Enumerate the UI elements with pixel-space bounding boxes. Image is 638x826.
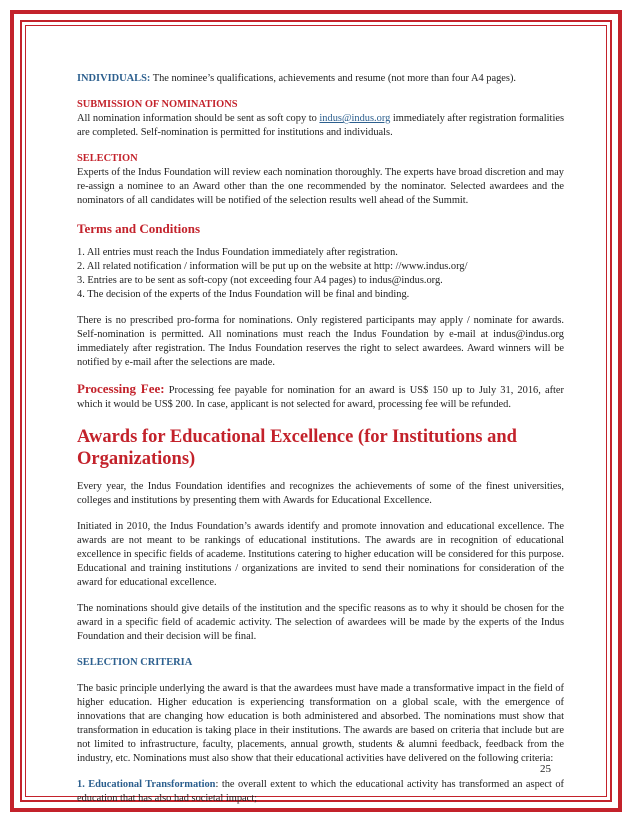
awards-heading: Awards for Educational Excellence (for Institutions and Organizations) xyxy=(77,427,517,469)
criteria-heading: SELECTION CRITERIA xyxy=(77,657,193,668)
page-content xyxy=(77,72,564,818)
criteria-item-1-label: 1. Educational Transformation xyxy=(77,779,216,790)
submission-section xyxy=(77,98,564,140)
selection-heading: SELECTION xyxy=(77,153,138,164)
processing-fee-paragraph xyxy=(77,382,564,412)
individuals-paragraph xyxy=(77,72,564,86)
terms-item: 2. All related notification / information will be put up on the website at http: //www.indus.org/ xyxy=(77,261,468,272)
terms-item: 4. The decision of the experts of the Indus Foundation will be final and binding. xyxy=(77,289,410,300)
awards-paragraph-3: The nominations should give details of the institution and the specific reasons as to why it should be chosen for the award in a specific field of academic activity. The selection of awardees will be made by the experts of the Indus Foundation and their decision will be final. xyxy=(77,603,564,642)
terms-item: 3. Entries are to be sent as soft-copy (not exceeding four A4 pages) to indus@indus.org. xyxy=(77,275,443,286)
individuals-text: The nominee’s qualifications, achievements and resume (not more than four A4 pages). xyxy=(150,73,517,84)
criteria-item-1-text: : the overall extent to which the educational activity has transformed an aspect of education that has also had societal impact; xyxy=(77,779,564,804)
terms-paragraph: There is no prescribed pro-forma for nominations. Only registered participants may apply / nominate for awards. Self-nomination is permitted. All nominations must reach the Indus Foundation by e-mail at indus@indus.org immediately after registration. The Indus Foundation reserves the right to select awardees. Award winners will be notified by e-mail after the selections are made. xyxy=(77,315,564,368)
submission-text-after: immediately after registration formalities are completed. Self-nomination is permitted for institutions and individuals. xyxy=(77,113,564,138)
terms-item: 1. All entries must reach the Indus Foundation immediately after registration. xyxy=(77,247,398,258)
submission-heading: SUBMISSION OF NOMINATIONS xyxy=(77,99,238,110)
submission-text-before: All nomination information should be sent as soft copy to xyxy=(77,113,320,124)
submission-email-link[interactable]: indus@indus.org xyxy=(319,113,391,124)
criteria-paragraph: The basic principle underlying the award is that the awardees must have made a transformative impact in the field of higher education. Higher education is experiencing transformation on a global scale, with the emergence of innovations that are changing how education is both administered and absorbed. The nominations must show that transformation in education is taking place in their institutions. The awards are based on criteria that include but are not limited to infrastructure, faculty, placements, annual growth, students & alumni feedback, feedback from the industry, etc. Nominations must also show that their educational activities have delivered on the following criteria: xyxy=(77,683,564,764)
awards-paragraph-1: Every year, the Indus Foundation identifies and recognizes the achievements of some of the finest universities, colleges and institutions by presenting them with Awards for Educational Excellence. xyxy=(77,481,564,506)
awards-paragraph-2: Initiated in 2010, the Indus Foundation’s awards identify and promote innovation and educational excellence. The awards are not meant to be rankings of educational institutions. The awards are in recognition of educational excellence in specific fields of academe. Institutions catering to higher education will be considered for this purpose. Educational and training institutions / organizations are invited to send their nominations for consideration of the award for educational excellence. xyxy=(77,521,564,588)
criteria-item-1 xyxy=(77,778,564,806)
selection-section xyxy=(77,152,564,208)
terms-heading: Terms and Conditions xyxy=(77,221,201,236)
page-number: 25 xyxy=(540,763,551,775)
terms-list xyxy=(77,246,564,302)
selection-text: Experts of the Indus Foundation will review each nomination thoroughly. The experts have broad discretion and may re-assign a nominee to an Award other than the one recommended by the nominator. Selected awardees and the nominators of all candidates will be notified of the selection results well ahead of the Summit. xyxy=(77,167,564,206)
processing-fee-label: Processing Fee: xyxy=(77,381,165,396)
individuals-label: INDIVIDUALS: xyxy=(77,73,151,84)
processing-fee-text: Processing fee payable for nomination for an award is US$ 150 up to July 31, 2016, after which it would be US$ 200. In case, applicant is not selected for award, processing fee will be refunded. xyxy=(77,385,564,410)
